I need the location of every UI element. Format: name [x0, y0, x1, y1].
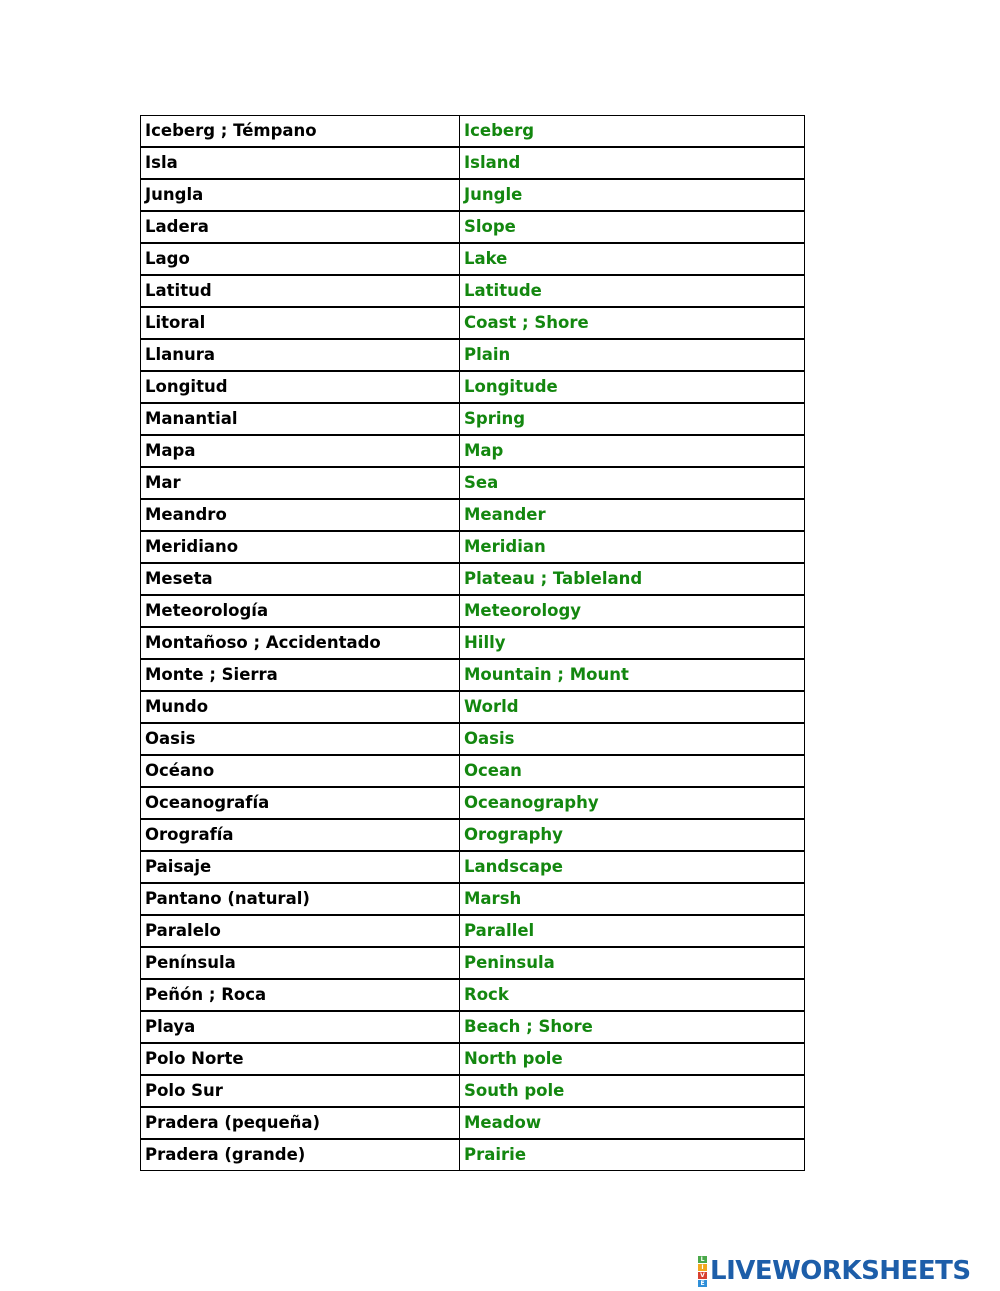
english-term: Landscape: [460, 851, 805, 883]
spanish-term: Llanura: [141, 339, 460, 371]
vocabulary-table: [140, 115, 805, 1171]
english-term: Oasis: [460, 723, 805, 755]
spanish-term: Isla: [141, 147, 460, 179]
english-term: Plateau ; Tableland: [460, 563, 805, 595]
english-term: Iceberg: [460, 116, 805, 148]
spanish-term: Polo Sur: [141, 1075, 460, 1107]
spanish-term: Polo Norte: [141, 1043, 460, 1075]
liveworksheets-logo: [698, 1255, 971, 1287]
english-term: Meteorology: [460, 595, 805, 627]
table-row: [141, 339, 805, 371]
spanish-term: Latitud: [141, 275, 460, 307]
english-term: Island: [460, 147, 805, 179]
table-row: [141, 947, 805, 979]
table-row: [141, 819, 805, 851]
table-row: [141, 883, 805, 915]
table-row: [141, 1011, 805, 1043]
english-term: Jungle: [460, 179, 805, 211]
logo-mark-block: V: [698, 1272, 707, 1279]
table-row: [141, 1043, 805, 1075]
logo-mark-block: I: [698, 1264, 707, 1271]
english-term: Meridian: [460, 531, 805, 563]
table-row: [141, 499, 805, 531]
english-term: North pole: [460, 1043, 805, 1075]
spanish-term: Mar: [141, 467, 460, 499]
spanish-term: Oasis: [141, 723, 460, 755]
spanish-term: Paralelo: [141, 915, 460, 947]
spanish-term: Meandro: [141, 499, 460, 531]
logo-text: LIVEWORKSHEETS: [710, 1256, 971, 1286]
spanish-term: Meteorología: [141, 595, 460, 627]
spanish-term: Jungla: [141, 179, 460, 211]
table-row: [141, 371, 805, 403]
spanish-term: Meseta: [141, 563, 460, 595]
english-term: Plain: [460, 339, 805, 371]
spanish-term: Pradera (grande): [141, 1139, 460, 1171]
english-term: Coast ; Shore: [460, 307, 805, 339]
spanish-term: Peñón ; Roca: [141, 979, 460, 1011]
english-term: World: [460, 691, 805, 723]
english-term: Latitude: [460, 275, 805, 307]
english-term: Oceanography: [460, 787, 805, 819]
table-row: [141, 1075, 805, 1107]
table-row: [141, 531, 805, 563]
table-row: [141, 1139, 805, 1171]
table-row: [141, 1107, 805, 1139]
table-row: [141, 435, 805, 467]
english-term: Peninsula: [460, 947, 805, 979]
english-term: Prairie: [460, 1139, 805, 1171]
english-term: Sea: [460, 467, 805, 499]
table-row: [141, 979, 805, 1011]
spanish-term: Montañoso ; Accidentado: [141, 627, 460, 659]
spanish-term: Litoral: [141, 307, 460, 339]
spanish-term: Paisaje: [141, 851, 460, 883]
spanish-term: Orografía: [141, 819, 460, 851]
table-row: [141, 787, 805, 819]
spanish-term: Ladera: [141, 211, 460, 243]
table-row: [141, 467, 805, 499]
liveworksheets-logo-icon: [698, 1256, 707, 1287]
spanish-term: Península: [141, 947, 460, 979]
table-row: [141, 147, 805, 179]
spanish-term: Mundo: [141, 691, 460, 723]
spanish-term: Iceberg ; Témpano: [141, 116, 460, 148]
english-term: Meander: [460, 499, 805, 531]
table-row: [141, 915, 805, 947]
table-row: [141, 211, 805, 243]
english-term: Map: [460, 435, 805, 467]
english-term: Hilly: [460, 627, 805, 659]
spanish-term: Lago: [141, 243, 460, 275]
english-term: Beach ; Shore: [460, 1011, 805, 1043]
english-term: South pole: [460, 1075, 805, 1107]
table-row: [141, 627, 805, 659]
english-term: Mountain ; Mount: [460, 659, 805, 691]
spanish-term: Meridiano: [141, 531, 460, 563]
spanish-term: Playa: [141, 1011, 460, 1043]
logo-mark-block: E: [698, 1280, 707, 1287]
english-term: Meadow: [460, 1107, 805, 1139]
spanish-term: Océano: [141, 755, 460, 787]
english-term: Slope: [460, 211, 805, 243]
table-row: [141, 851, 805, 883]
english-term: Longitude: [460, 371, 805, 403]
english-term: Marsh: [460, 883, 805, 915]
table-row: [141, 275, 805, 307]
english-term: Parallel: [460, 915, 805, 947]
english-term: Spring: [460, 403, 805, 435]
english-term: Rock: [460, 979, 805, 1011]
table-row: [141, 563, 805, 595]
table-row: [141, 179, 805, 211]
table-row: [141, 723, 805, 755]
table-row: [141, 243, 805, 275]
table-row: [141, 755, 805, 787]
table-row: [141, 403, 805, 435]
spanish-term: Mapa: [141, 435, 460, 467]
english-term: Ocean: [460, 755, 805, 787]
english-term: Lake: [460, 243, 805, 275]
spanish-term: Pradera (pequeña): [141, 1107, 460, 1139]
table-row: [141, 307, 805, 339]
spanish-term: Longitud: [141, 371, 460, 403]
table-row: [141, 659, 805, 691]
spanish-term: Oceanografía: [141, 787, 460, 819]
logo-mark-block: L: [698, 1256, 707, 1263]
english-term: Orography: [460, 819, 805, 851]
table-row: [141, 116, 805, 148]
spanish-term: Monte ; Sierra: [141, 659, 460, 691]
table-row: [141, 691, 805, 723]
table-row: [141, 595, 805, 627]
spanish-term: Pantano (natural): [141, 883, 460, 915]
spanish-term: Manantial: [141, 403, 460, 435]
